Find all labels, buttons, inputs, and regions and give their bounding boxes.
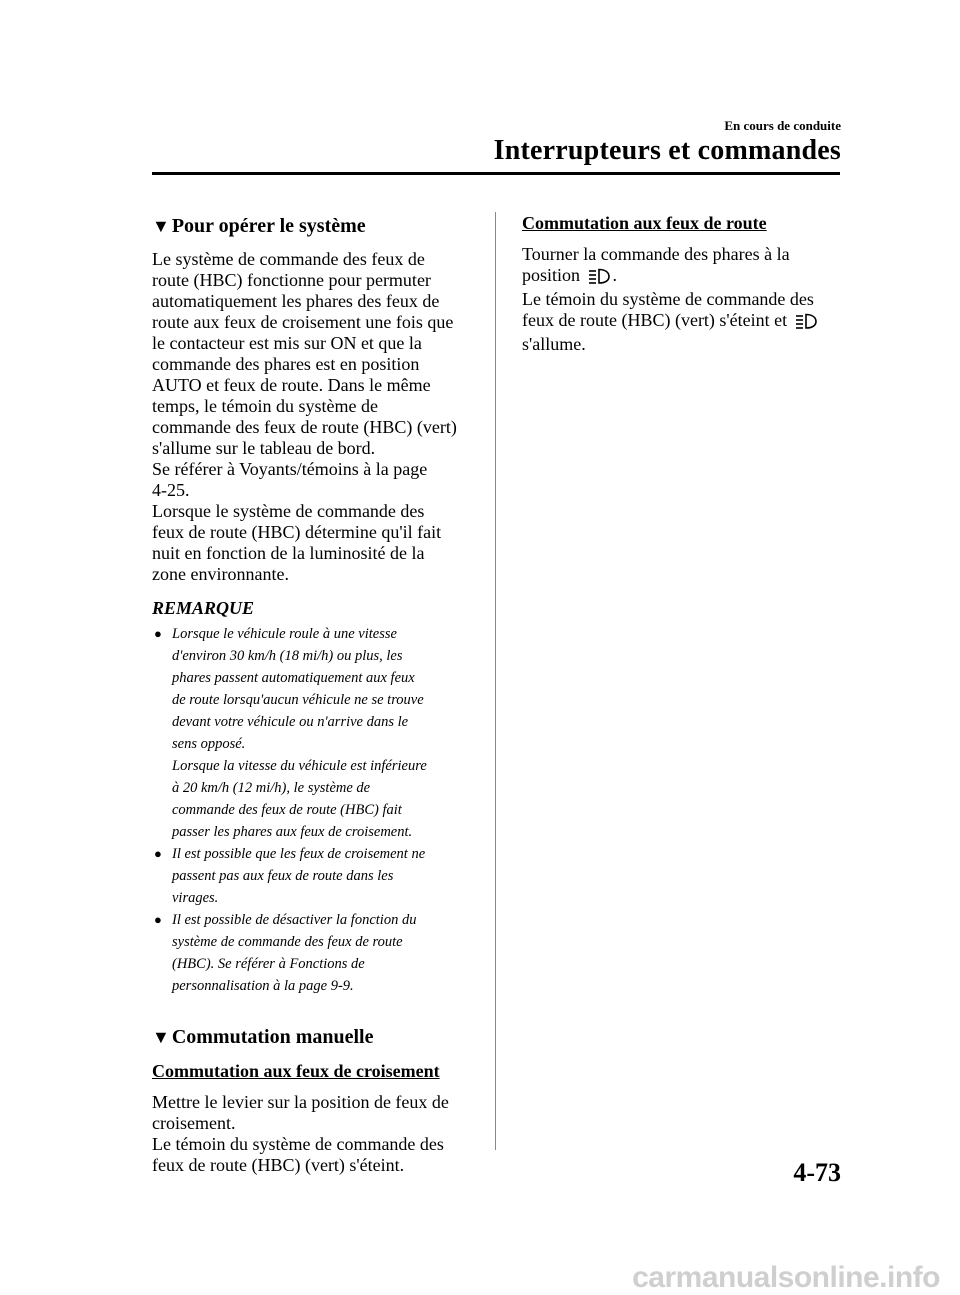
text-line: Le témoin du système de commande des: [522, 289, 814, 309]
text-line: route (HBC) fonctionne pour permuter: [152, 270, 431, 290]
text-line: automatiquement les phares des feux de: [152, 291, 440, 311]
column-divider: [495, 212, 496, 1150]
text-line: position: [522, 265, 581, 285]
text-line: feux de route (HBC) (vert) s'éteint.: [152, 1155, 405, 1175]
page-title: Interrupteurs et commandes: [493, 135, 841, 166]
note-item: [152, 843, 480, 909]
text-line: feux de route (HBC) détermine qu'il fait: [152, 522, 442, 542]
text-line: Le système de commande des feux de: [152, 249, 425, 269]
bullet-icon: ●: [154, 626, 162, 641]
page-number: 4-73: [793, 1158, 841, 1187]
text-line: Le témoin du système de commande des: [152, 1134, 444, 1154]
bullet-icon: ●: [154, 912, 162, 927]
section-heading-manual: [152, 1023, 480, 1051]
text-line: commande des feux de route (HBC) (vert): [152, 417, 457, 437]
section-heading-operate-label: Pour opérer le système: [171, 215, 366, 237]
high-beam-icon: [588, 268, 610, 289]
text-line: feux de route (HBC) (vert) s'éteint et: [522, 310, 788, 330]
left-column: [152, 212, 480, 1176]
text-line: s'allume.: [522, 334, 586, 354]
note-line: Il est possible que les feux de croisement ne: [172, 846, 426, 862]
note-label: REMARQUE: [152, 598, 255, 618]
text-line: nuit en fonction de la luminosité de la: [152, 543, 425, 563]
section-heading-manual-label: Commutation manuelle: [171, 1026, 374, 1048]
triangle-down-icon: ▼: [152, 216, 170, 236]
watermark: carmanualsonline.info: [632, 1261, 940, 1294]
note-item: [152, 909, 480, 997]
note-line: personnalisation à la page 9-9.: [172, 978, 354, 994]
text-line: .: [612, 265, 618, 285]
note-item: [152, 623, 480, 843]
operate-paragraph: [152, 249, 480, 585]
note-line: à 20 km/h (12 mi/h), le système de: [172, 780, 371, 796]
text-line: AUTO et feux de route. Dans le même: [152, 375, 431, 395]
note-list: [152, 623, 480, 997]
high-beam-icon: [795, 313, 817, 334]
note-line: de route lorsqu'aucun véhicule ne se trouve: [172, 692, 424, 708]
note-line: passer les phares aux feux de croisement.: [172, 824, 413, 840]
note-line: (HBC). Se référer à Fonctions de: [172, 956, 365, 972]
header-kicker: En cours de conduite: [724, 118, 841, 133]
note-line: Il est possible de désactiver la fonction du: [172, 912, 417, 928]
note-line: devant votre véhicule ou n'arrive dans le: [172, 714, 409, 730]
text-line: 4-25.: [152, 480, 190, 500]
high-beam-paragraph: [522, 244, 842, 355]
note-line: d'environ 30 km/h (18 mi/h) ou plus, les: [172, 648, 403, 664]
text-line: commande des phares est en position: [152, 354, 420, 374]
text-line: Se référer à Voyants/témoins à la page: [152, 459, 428, 479]
note-line: système de commande des feux de route: [172, 934, 403, 950]
note-line: virages.: [172, 890, 219, 906]
text-line: Mettre le levier sur la position de feux de: [152, 1092, 449, 1112]
right-column: [522, 212, 842, 355]
subheading-low-beam: Commutation aux feux de croisement: [152, 1061, 440, 1081]
text-line: Lorsque le système de commande des: [152, 501, 425, 521]
text-line: Tourner la commande des phares à la: [522, 244, 790, 264]
note-line: sens opposé.: [172, 736, 246, 752]
note-line: phares passent automatiquement aux feux: [172, 670, 415, 686]
note-line: commande des feux de route (HBC) fait: [172, 802, 402, 818]
section-heading-operate: [152, 212, 480, 240]
header-divider: [152, 172, 840, 175]
note-line: Lorsque le véhicule roule à une vitesse: [172, 626, 397, 642]
text-line: s'allume sur le tableau de bord.: [152, 438, 376, 458]
text-line: zone environnante.: [152, 564, 289, 584]
note-line: Lorsque la vitesse du véhicule est inférieure: [172, 758, 427, 774]
subheading-high-beam: Commutation aux feux de route: [522, 213, 767, 233]
triangle-down-icon: ▼: [152, 1027, 170, 1047]
bullet-icon: ●: [154, 846, 162, 861]
text-line: route aux feux de croisement une fois que: [152, 312, 454, 332]
text-line: temps, le témoin du système de: [152, 396, 378, 416]
text-line: le contacteur est mis sur ON et que la: [152, 333, 422, 353]
note-line: passent pas aux feux de route dans les: [172, 868, 394, 884]
manual-paragraph: [152, 1092, 480, 1176]
text-line: croisement.: [152, 1113, 236, 1133]
